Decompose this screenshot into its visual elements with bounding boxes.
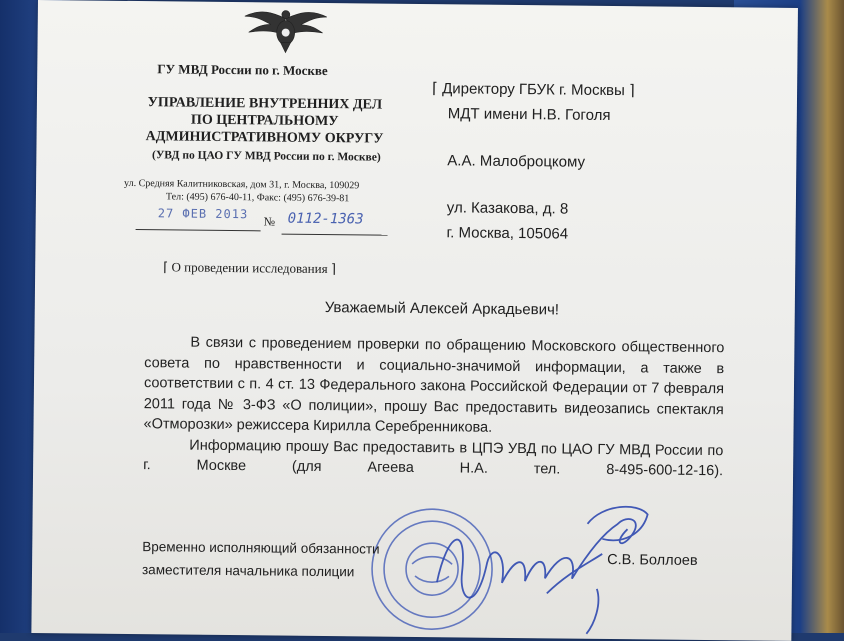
recipient-street: ул. Казакова, д. 8 (446, 199, 569, 218)
recipient-title: Директору ГБУК г. Москвы (442, 80, 625, 100)
signatory-position-line-1: Временно исполняющий обязанности (142, 539, 380, 557)
department-line-3: АДМИНИСТРАТИВНОМУ ОКРУГУ (145, 129, 384, 147)
letter-body (143, 332, 724, 482)
outgoing-number: 0112-1363 (287, 210, 364, 228)
department-address: ул. Средняя Калитниковская, дом 31, г. Москва, 109029 (124, 177, 360, 192)
department-name (144, 94, 385, 148)
greeting: Уважаемый Алексей Аркадьевич! (324, 299, 560, 319)
number-underline (282, 234, 388, 236)
date-underline (136, 229, 261, 231)
body-paragraph-1: В связи с проведением проверки по обращению Московского общественного совета по нравственности и социально-значимой информации, а также в соответствии с п. 4 ст. 13 Федерального закона Российской Федерации от 7 февраля 2011 года № 3-ФЗ «О полиции», прошу Вас предоставить видеозапись спектакля «Отморозки» режиссера Кирилла Серебренникова. (143, 334, 725, 436)
department-line-2: ПО ЦЕНТРАЛЬНОМУ (190, 112, 339, 130)
department-phones: Тел: (495) 676-40-11, Факс: (495) 676-39-81 (165, 191, 350, 205)
recipient-block (430, 76, 635, 247)
department-line-1: УПРАВЛЕНИЕ ВНУТРЕННИХ ДЕЛ (147, 95, 383, 113)
signatory-position-line-2: заместителя начальника полиции (141, 562, 355, 580)
recipient-city: г. Москва, 105064 (446, 224, 569, 243)
signatory-name: С.В. Боллоев (607, 551, 698, 569)
recipient-line-1: ⌈ Директору ГБУК г. Москвы ⌉ (432, 80, 635, 100)
recipient-line-2: МДТ имени Н.В. Гоголя (447, 105, 611, 125)
body-paragraph-2: Информацию прошу Вас предоставить в ЦПЭ УВД по ЦАО ГУ МВД России по г. Москве (для Агеева Н.А. тел. 8-495-600-12-16). (143, 437, 724, 480)
letter-subject: ⌈ О проведении исследования ⌉ (163, 259, 337, 277)
number-label: № (263, 214, 276, 229)
subject-text: О проведении исследования (171, 259, 328, 277)
police-eagle-emblem-icon (242, 2, 329, 55)
recipient-name: А.А. Малоброцкому (447, 152, 586, 171)
department-abbreviation: (УВД по ЦАО ГУ МВД России по г. Москве) (152, 149, 381, 164)
ministry-name: ГУ МВД России по г. Москве (157, 61, 328, 79)
date-stamp: 27 ФЕВ 2013 (157, 206, 249, 222)
letter-sheet (31, 0, 798, 641)
